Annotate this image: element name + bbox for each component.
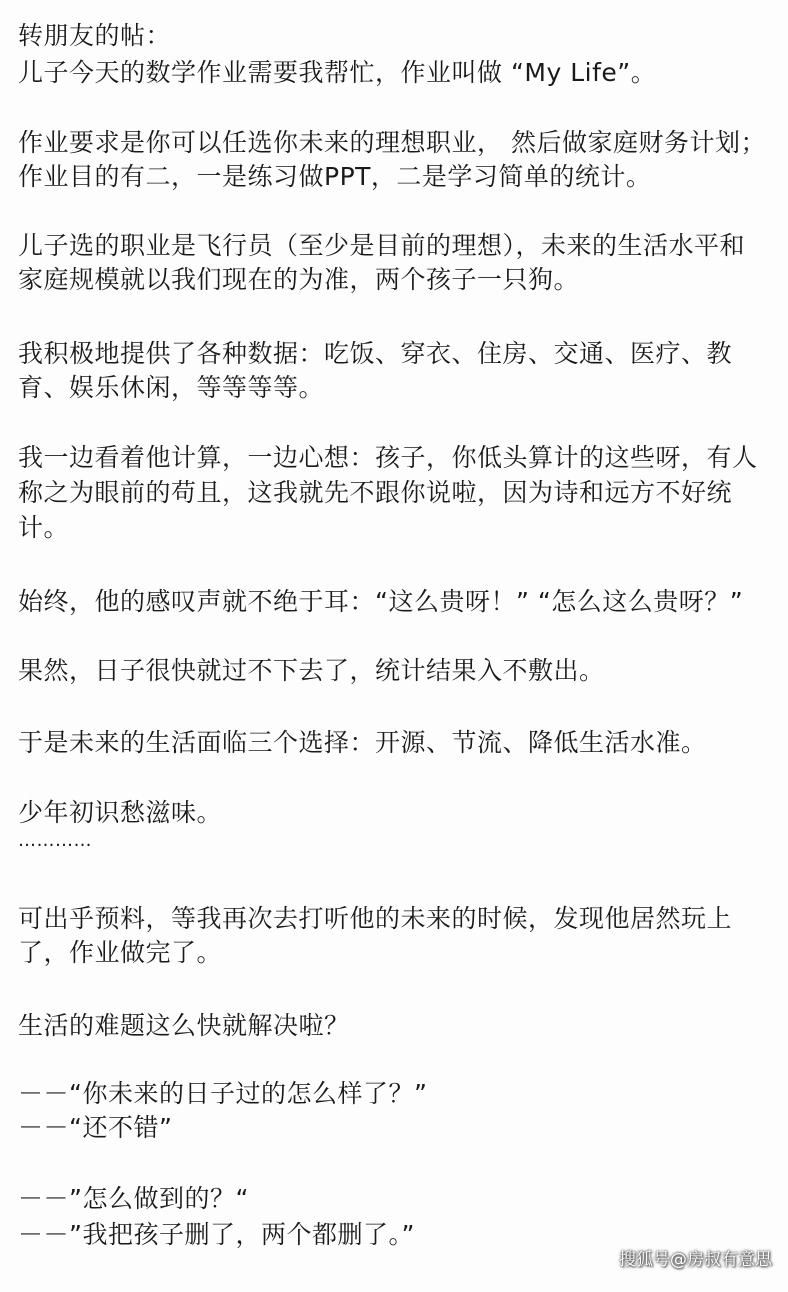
text-line: 转朋友的帖： bbox=[18, 21, 172, 50]
text-line: 计。 bbox=[18, 513, 70, 542]
text-line: 儿子今天的数学作业需要我帮忙，作业叫做 “My Life”。 bbox=[18, 58, 657, 87]
text-line: 生活的难题这么快就解决啦？ bbox=[18, 1011, 350, 1040]
text-line: 果然，日子很快就过不下去了，统计结果入不敷出。 bbox=[18, 656, 605, 685]
text-line: 儿子选的职业是飞行员（至少是目前的理想），未来的生活水平和 bbox=[18, 231, 746, 260]
text-line: －－”我把孩子删了，两个都删了。” bbox=[18, 1220, 415, 1249]
text-line: 我积极地提供了各种数据：吃饭、穿衣、住房、交通、医疗、教 bbox=[18, 339, 733, 368]
text-line: 少年初识愁滋味。 bbox=[18, 798, 223, 827]
text-line: －－”怎么做到的？“ bbox=[18, 1184, 249, 1213]
text-line: 我一边看着他计算，一边心想：孩子，你低头算计的这些呀，有人 bbox=[18, 443, 758, 472]
text-line: 育、娱乐休闲，等等等等。 bbox=[18, 373, 325, 402]
text-line: 了，作业做完了。 bbox=[18, 938, 223, 967]
text-line: 始终，他的感叹声就不绝于耳：“这么贵呀！” “怎么这么贵呀？” bbox=[18, 587, 744, 616]
text-line: 作业要求是你可以任选你未来的理想职业， 然后做家庭财务计划； bbox=[18, 128, 766, 157]
text-line: 称之为眼前的苟且，这我就先不跟你说啦，因为诗和远方不好统 bbox=[18, 478, 733, 507]
text-line: 于是未来的生活面临三个选择：开源、节流、降低生活水准。 bbox=[18, 728, 707, 757]
text-line: －－“你未来的日子过的怎么样了？” bbox=[18, 1079, 428, 1108]
text-line: －－“还不错” bbox=[18, 1113, 173, 1142]
text-line: 作业目的有二，一是练习做PPT，二是学习简单的统计。 bbox=[18, 162, 652, 191]
watermark: 搜狐号@房叔有意思 bbox=[619, 1250, 772, 1270]
text-line: 可出乎预料，等我再次去打听他的未来的时候，发现他居然玩上 bbox=[18, 904, 733, 933]
ellipsis-line: ………… bbox=[18, 830, 92, 851]
text-line: 家庭规模就以我们现在的为准，两个孩子一只狗。 bbox=[18, 265, 580, 294]
